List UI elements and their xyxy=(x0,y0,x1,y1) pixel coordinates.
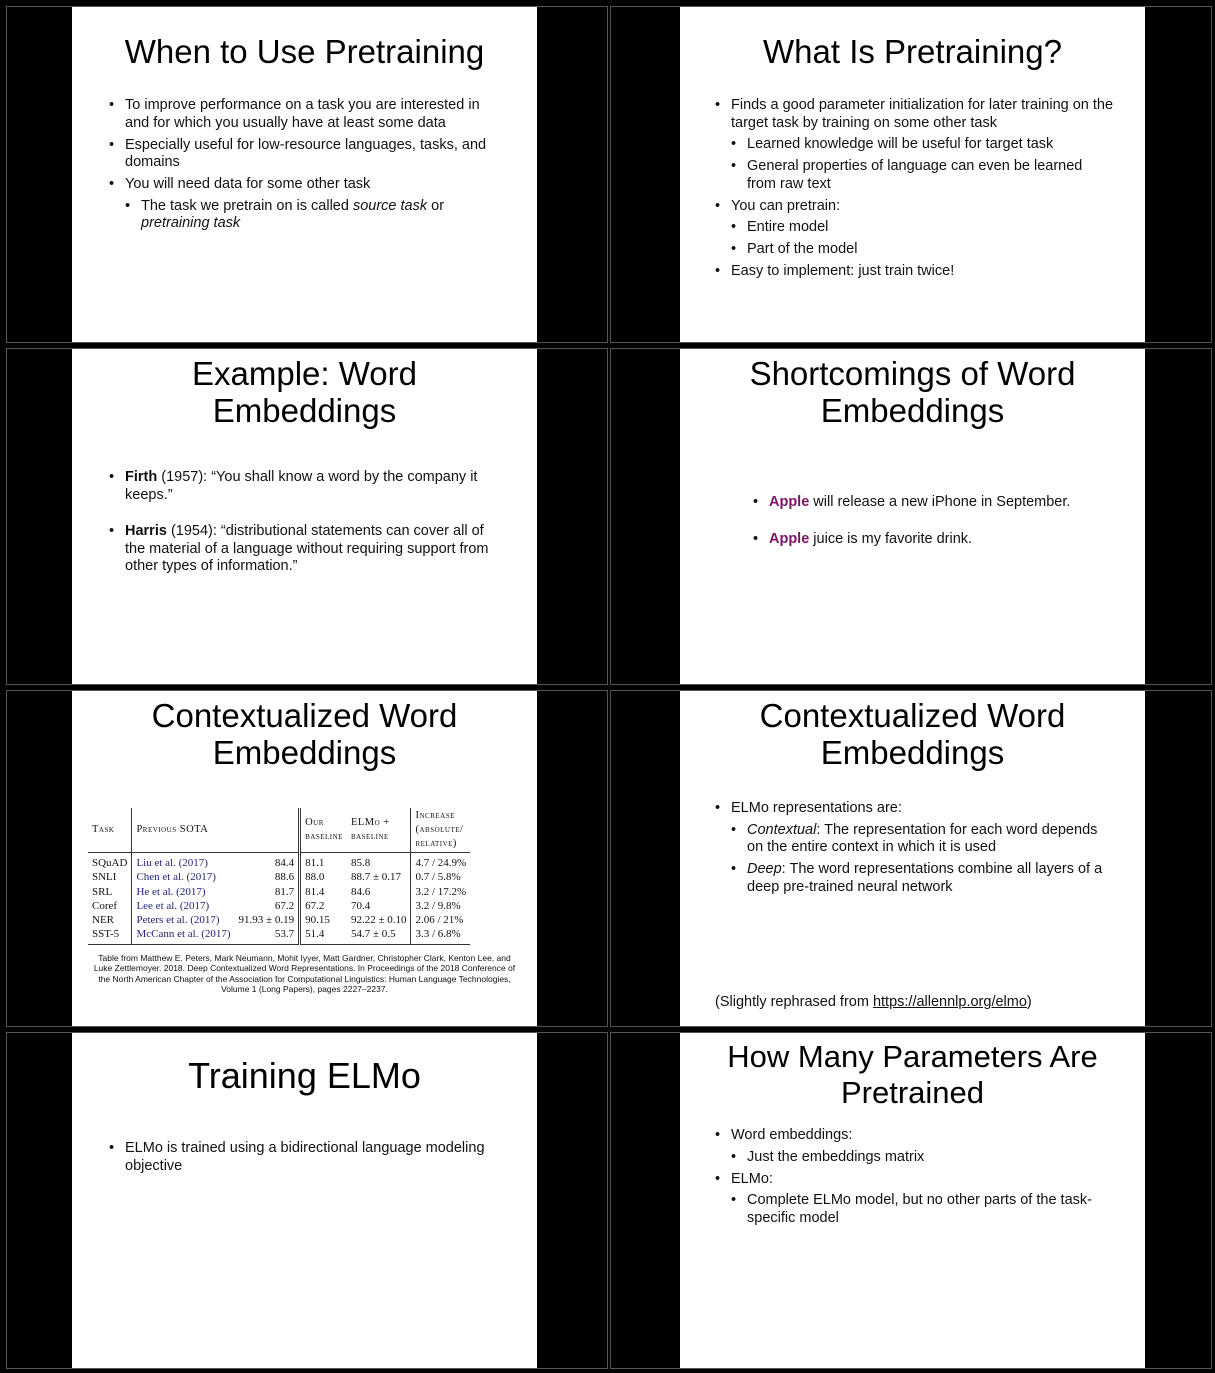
table-row xyxy=(88,853,470,871)
slide-when-to-use-pretraining[interactable] xyxy=(6,6,608,343)
sub-bullet-list xyxy=(731,219,1115,259)
bullet-text: Finds a good parameter initialization for later training on the target task by training on some other task xyxy=(731,97,1114,131)
cell-elmo: 54.7 ± 0.5 xyxy=(350,928,396,941)
cell-baseline: 67.2 xyxy=(300,899,347,913)
bullet-list xyxy=(109,1140,499,1175)
sub-bullet-item xyxy=(125,198,497,233)
header-elmo-baseline xyxy=(347,808,411,853)
cell-elmo: 88.7 ± 0.17 xyxy=(350,871,401,884)
cell-increase: 3.2 / 17.2% xyxy=(411,885,470,899)
cell-elmo: 85.8 xyxy=(350,857,371,869)
cell-increase: 4.7 / 24.9% xyxy=(411,853,470,871)
term-deep: Deep xyxy=(747,861,782,877)
sub-bullet-item: • Just the embeddings matrix xyxy=(731,1149,1115,1167)
highlighted-word: Apple xyxy=(769,530,810,547)
highlighted-word: Apple xyxy=(769,494,810,510)
slide-title: How Many Parameters Are Pretrained xyxy=(727,1039,1098,1110)
example-text: will release a new iPhone in September. xyxy=(809,494,1071,510)
header-increase xyxy=(411,808,470,853)
bullet-item xyxy=(109,176,497,233)
table-row xyxy=(88,927,470,944)
bullet-list xyxy=(715,97,1115,281)
slide-title: Contextualized Word Embeddings xyxy=(759,697,1066,771)
slide-title: Shortcomings of Word Embeddings xyxy=(749,355,1076,429)
example-sentence xyxy=(753,494,1115,512)
cell-reference: Peters et al. (2017) xyxy=(132,913,235,927)
pretraining-task-term: pretraining task xyxy=(141,215,241,231)
slide-contextualized-table[interactable] xyxy=(6,690,608,1027)
results-table xyxy=(88,808,470,945)
slide-page xyxy=(72,1033,537,1368)
bullet-list xyxy=(109,97,497,233)
source-prefix: (Slightly rephrased from xyxy=(715,994,873,1010)
cell-task: SQuAD xyxy=(92,857,128,869)
slide-training-elmo[interactable] xyxy=(6,1032,608,1369)
sub-bullet-item: • Complete ELMo model, but no other parts of the task-specific model xyxy=(731,1192,1115,1227)
header-line: relative) xyxy=(415,838,457,849)
sub-bullet-item: • Part of the model xyxy=(731,241,1115,259)
header-line: Our xyxy=(305,817,324,828)
sub-bullet-list xyxy=(731,1192,1115,1227)
source-task-term: source task xyxy=(352,197,428,214)
sub-bullet-text: or xyxy=(427,197,445,214)
slide-example-word-embeddings[interactable] xyxy=(6,348,608,685)
term-contextual: Contextual xyxy=(747,821,817,838)
slide-page xyxy=(680,691,1145,1026)
slide-page xyxy=(680,7,1145,342)
allennlp-link[interactable]: https://allennlp.org/elmo xyxy=(872,994,1027,1010)
cell-task: Coref xyxy=(92,899,118,912)
slide-page xyxy=(72,349,537,684)
cell-elmo: 92.22 ± 0.10 xyxy=(350,914,407,927)
bullet-text: Word embeddings: xyxy=(731,1127,853,1143)
cell-previous: 81.7 xyxy=(274,885,295,898)
sub-bullet-list xyxy=(731,822,1115,897)
source-note xyxy=(715,993,1032,1011)
bullet-text: ELMo representations are: xyxy=(731,800,902,816)
example-text: juice is my favorite drink. xyxy=(809,530,973,547)
cell-reference: Lee et al. (2017) xyxy=(132,899,235,913)
slide-what-is-pretraining[interactable] xyxy=(610,6,1212,343)
header-line: baseline xyxy=(350,831,389,842)
bullet-text: ELMo: xyxy=(731,1170,773,1187)
slide-title: Contextualized Word Embeddings xyxy=(151,697,458,771)
cell-previous: 88.6 xyxy=(274,871,295,884)
sub-bullet-text: : The word representations combine all layers of a deep pre-trained neural network xyxy=(747,861,1103,895)
cell-reference: He et al. (2017) xyxy=(132,885,235,899)
cell-task: SST-5 xyxy=(92,928,120,941)
example-sentence xyxy=(753,531,1115,549)
table-row xyxy=(88,885,470,899)
table-row xyxy=(88,913,470,927)
table-header-row xyxy=(88,808,470,853)
header-line: baseline xyxy=(305,831,343,842)
sub-bullet-list xyxy=(731,136,1115,193)
example-list xyxy=(753,494,1115,548)
bullet-item xyxy=(715,1171,1115,1228)
cell-task: NER xyxy=(92,914,114,927)
cell-elmo: 84.6 xyxy=(350,885,371,898)
header-line: Increase xyxy=(415,810,455,821)
cell-previous: 91.93 ± 0.19 xyxy=(238,914,295,927)
header-line: (absolute/ xyxy=(415,824,464,835)
slide-title: Training ELMo xyxy=(188,1055,421,1096)
slide-page xyxy=(72,691,537,1026)
slide-shortcomings-word-embeddings[interactable] xyxy=(610,348,1212,685)
cell-baseline: 88.0 xyxy=(300,870,347,884)
cell-baseline: 51.4 xyxy=(300,927,347,944)
bullet-text: You will need data for some other task xyxy=(125,176,371,192)
slide-page xyxy=(680,349,1145,684)
bullet-item: • To improve performance on a task you are interested in and for which you usually have at least some data xyxy=(109,97,497,132)
slide-how-many-parameters[interactable] xyxy=(610,1032,1212,1369)
quote-text: (1957): “You shall know a word by the company it keeps.” xyxy=(125,469,478,503)
slide-title: When to Use Pretraining xyxy=(124,33,485,70)
cell-increase: 0.7 / 5.8% xyxy=(411,870,470,884)
sub-bullet-text: : The representation for each word depends on the entire context in which it is used xyxy=(747,821,1098,855)
bullet-list xyxy=(715,1127,1115,1227)
cell-previous: 53.7 xyxy=(274,928,295,941)
bullet-item: • Easy to implement: just train twice! xyxy=(715,263,1115,281)
bullet-list xyxy=(715,800,1115,896)
header-line: ELMo + xyxy=(350,817,390,828)
sub-bullet-list xyxy=(125,198,497,233)
slide-contextualized-elmo[interactable] xyxy=(610,690,1212,1027)
harris-quote xyxy=(109,523,499,576)
header-our-baseline xyxy=(300,808,347,853)
header-task: Task xyxy=(92,824,115,835)
quote-list xyxy=(109,469,499,576)
slide-title: What Is Pretraining? xyxy=(763,33,1062,70)
cell-elmo: 70.4 xyxy=(350,899,371,912)
bullet-item: • Especially useful for low-resource languages, tasks, and domains xyxy=(109,137,497,172)
sub-bullet-item: • Learned knowledge will be useful for target task xyxy=(731,136,1115,154)
table-row xyxy=(88,870,470,884)
sub-bullet-text: The task we pretrain on is called xyxy=(141,197,353,214)
slide-title: Example: Word Embeddings xyxy=(192,355,417,429)
cell-baseline: 90.15 xyxy=(300,913,347,927)
cell-previous: 84.4 xyxy=(274,857,295,869)
sub-bullet-list xyxy=(731,1149,1115,1167)
firth-quote xyxy=(109,469,499,504)
sub-bullet-item: • Entire model xyxy=(731,219,1115,237)
bullet-item xyxy=(715,97,1115,193)
cell-task: SNLI xyxy=(92,871,117,884)
cell-increase: 3.3 / 6.8% xyxy=(411,927,470,944)
cell-baseline: 81.4 xyxy=(300,885,347,899)
cell-increase: 3.2 / 9.8% xyxy=(411,899,470,913)
bullet-item: • ELMo is trained using a bidirectional language modeling objective xyxy=(109,1140,499,1175)
cell-reference: Chen et al. (2017) xyxy=(132,870,235,884)
sub-bullet-item xyxy=(731,861,1115,896)
cell-reference: Liu et al. (2017) xyxy=(132,853,235,871)
cell-reference: McCann et al. (2017) xyxy=(132,927,235,944)
bullet-item xyxy=(715,198,1115,259)
cell-task: SRL xyxy=(92,885,113,898)
quote-author: Harris xyxy=(125,523,167,539)
sub-bullet-item: • General properties of language can even be learned from raw text xyxy=(731,158,1115,193)
table-row xyxy=(88,899,470,913)
slide-page xyxy=(72,7,537,342)
bullet-item xyxy=(715,1127,1115,1166)
sub-bullet-item xyxy=(731,822,1115,857)
quote-text: (1954): “distributional statements can cover all of the material of a language without requiring support from other types of information.” xyxy=(125,523,489,574)
cell-baseline: 81.1 xyxy=(300,853,347,871)
source-suffix: ) xyxy=(1026,994,1032,1010)
quote-author: Firth xyxy=(125,469,158,485)
bullet-item xyxy=(715,800,1115,896)
cell-increase: 2.06 / 21% xyxy=(411,913,470,927)
header-previous-sota: Previous SOTA xyxy=(132,808,300,853)
bullet-text: You can pretrain: xyxy=(731,197,841,214)
table-citation: Table from Matthew E. Peters, Mark Neumann, Mohit Iyyer, Matt Gardner, Christopher Clark, Kenton Lee, and Luke Zettlemoyer. 2018. Deep Contextualized Word Representations. In Proceedings of the 2018 Conference of the North American Chapter of the Association for Computational Linguistics: Human Language Technologies, Volume 1 (Long Papers), pages 2227–2237. xyxy=(93,952,516,995)
cell-previous: 67.2 xyxy=(274,899,295,912)
slide-page xyxy=(680,1033,1145,1368)
